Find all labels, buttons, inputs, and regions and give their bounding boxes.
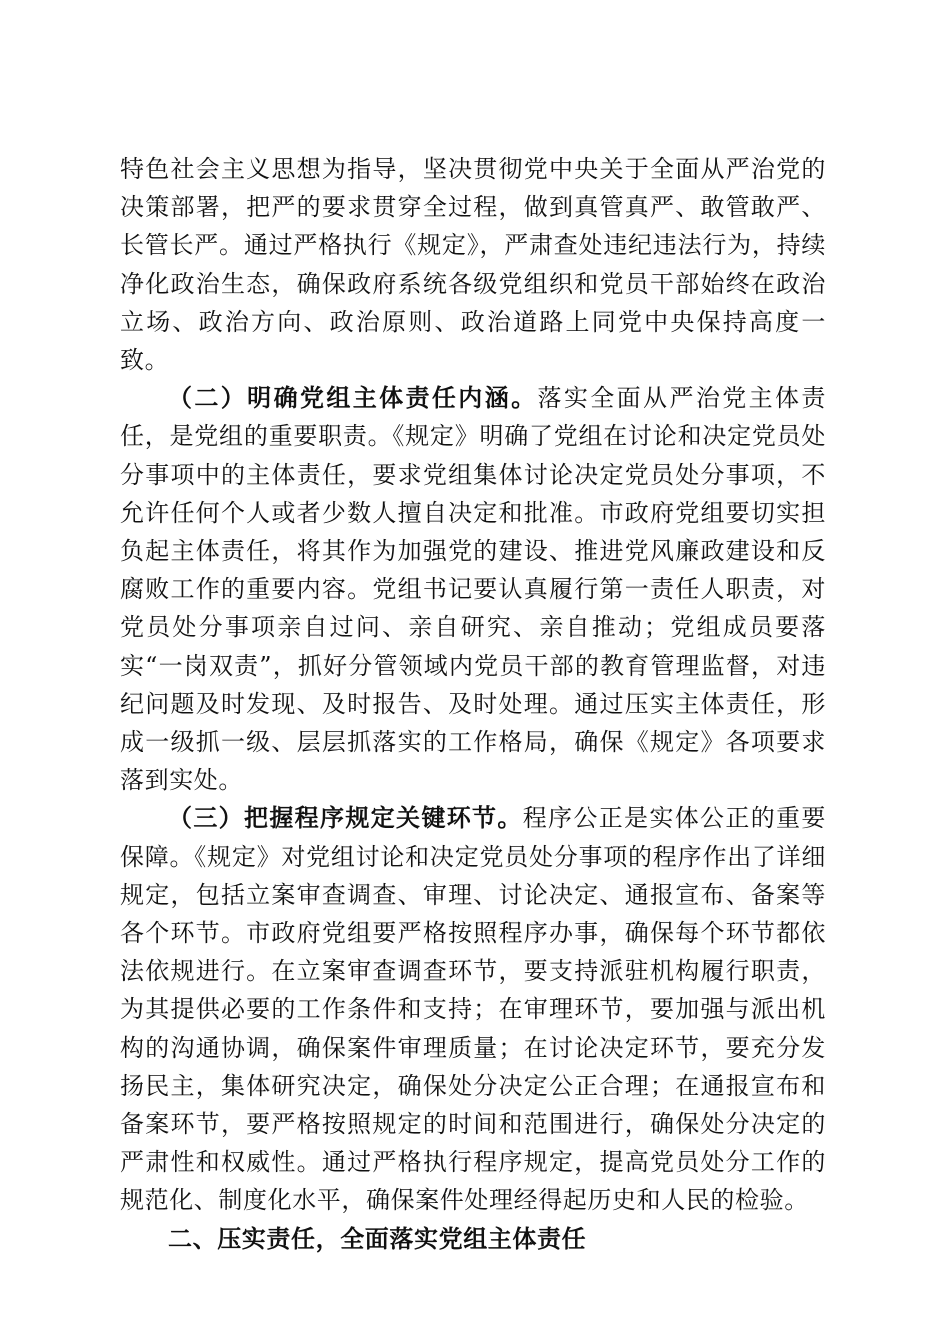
chapter-heading-2: 二、压实责任，全面落实党组主体责任 [168, 1224, 587, 1253]
section-2-title: （二）明确党组主体责任内涵。 [168, 383, 538, 413]
paragraph-continuation: 特色社会主义思想为指导，坚决贯彻党中央关于全面从严治党的决策部署，把严的要求贯穿全过程，做到真管真严、敢管敢严、长管长严。通过严格执行《规定》，严肃查处违纪违法行为，持续净化政治生态，确保政府系统各级党组织和党员干部始终在政治立场、政治方向、政治原则、政治道路上同党中央保持高度一致。 [120, 155, 826, 375]
paragraph-section-3 [120, 799, 826, 1219]
section-2-body: 落实全面从严治党主体责任，是党组的重要职责。《规定》明确了党组在讨论和决定党员处分事项中的主体责任，要求党组集体讨论决定党员处分事项，不允许任何个人或者少数人擅自决定和批准。市政府党组要切实担负起主体责任，将其作为加强党的建设、推进党风廉政建设和反腐败工作的重要内容。党组书记要认真履行第一责任人职责，对党员处分事项亲自过问、亲自研究、亲自推动；党组成员要落实“一岗双责”，抓好分管领域内党员干部的教育管理监督，对违纪问题及时发现、及时报告、及时处理。通过压实主体责任，形成一级抓一级、层层抓落实的工作格局，确保《规定》各项要求落到实处。 [120, 384, 826, 795]
section-3-title: （三）把握程序规定关键环节。 [168, 803, 523, 833]
paragraph-section-2 [120, 379, 826, 799]
document-page [120, 150, 826, 1258]
section-3-body: 程序公正是实体公正的重要保障。《规定》对党组讨论和决定党员处分事项的程序作出了详细规定，包括立案审查调查、审理、讨论决定、通报宣布、备案等各个环节。市政府党组要严格按照程序办事，确保每个环节都依法依规进行。在立案审查调查环节，要支持派驻机构履行职责，为其提供必要的工作条件和支持；在审理环节，要加强与派出机构的沟通协调，确保案件审理质量；在讨论决定环节，要充分发扬民主，集体研究决定，确保处分决定公正合理；在通报宣布和备案环节，要严格按照规定的时间和范围进行，确保处分决定的严肃性和权威性。通过严格执行程序规定，提高党员处分工作的规范化、制度化水平，确保案件处理经得起历史和人民的检验。 [120, 804, 826, 1215]
